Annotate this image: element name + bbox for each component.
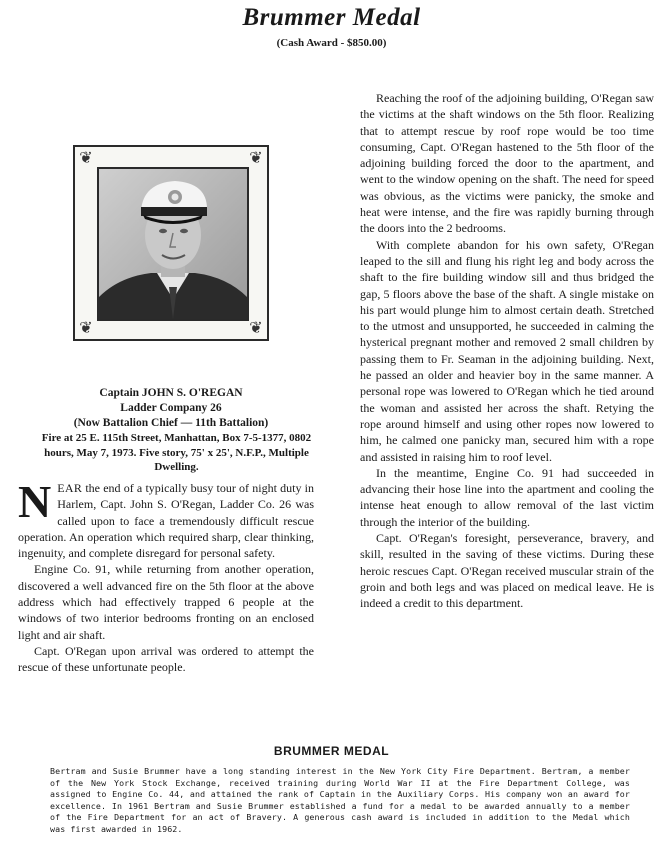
frame-ornament-icon: ❦ — [79, 148, 93, 167]
portrait-frame — [73, 145, 269, 341]
honoree-name: Captain JOHN S. O'REGAN — [99, 387, 243, 399]
right-column — [360, 90, 654, 612]
frame-ornament-icon: ❦ — [249, 148, 263, 167]
footer-title: BRUMMER MEDAL — [273, 744, 390, 758]
left-column — [18, 476, 314, 676]
paragraph: Engine Co. 91, while returning from another operation, discovered a well advanced fire on the 5th floor at the above address which had effectively trapped 6 people at the windows of two interior bedrooms fronting on an enclosed light and air shaft. — [18, 562, 314, 642]
fire-details: Fire at 25 E. 115th Street, Manhattan, Box 7-5-1377, 0802 hours, May 7, 1973. Five story, 75' x 25', N.F.P., Multiple Dwelling. — [41, 432, 312, 473]
paragraph: Capt. O'Regan's foresight, perseverance, bravery, and skill, resulted in the saving of these victims. During these heroic rescues Capt. O'Regan received muscular strain of the groin and both legs and was placed on medical leave. He is indeed a credit to this department. — [360, 531, 654, 611]
paragraph: In the meantime, Engine Co. 91 had succeeded in advancing their hose line into the apartment and cooling the intense heat enough to allow removal of the last victim through the interior of the building. — [360, 465, 654, 529]
portrait-photo — [97, 167, 249, 321]
paragraph: Capt. O'Regan upon arrival was ordered to attempt the rescue of these unfortunate people. — [18, 643, 314, 675]
frame-ornament-icon: ❦ — [249, 318, 263, 337]
honoree-company: Ladder Company 26 — [120, 402, 222, 414]
paragraph: With complete abandon for his own safety, O'Regan leaped to the sill and flung his right leg and body across the shaft to the fire building window sill and thus bridged the gap, 5 floors above the base of the shaft. A single mistake on his part would plunge him to almost certain death. Stretched to the utmost and unsupported, he succeeded in calming the hysterical pregnant mother and removed 2 small children by passing them to Fr. Seaman in the adjoining building. Next, he passed an older and heavier boy in the same manner. A personal rope was lowered to O'Regan which he tied around the woman and assisted her across the shaft. Retying the rope around himself and using other ropes now lowered to him, he calmed one panicky man, secured him with a rope and assisted in raising him to roof level. — [360, 237, 654, 464]
paragraph — [18, 476, 314, 561]
portrait-caption — [40, 386, 302, 431]
frame-ornament-icon: ❦ — [79, 318, 93, 337]
page-subtitle: (Cash Award - $850.00) — [276, 37, 387, 49]
paragraph-text: the end of a typically busy tour of night duty in Harlem, Capt. John S. O'Regan, Ladder Co. 26 was called upon to face a tremendously difficult rescue operation. An operation which required sharp, clear thinking, ingenuity, and complete disregard for personal safety. — [18, 481, 314, 561]
footer-text: Bertram and Susie Brummer have a long standing interest in the New York City Fire Department. Bertram, a member of the New York Stock Exchange, received training during World War II at the Fire Department College, was assigned to Engine Co. 44, and attained the rank of Captain in the Auxiliary Corps. His company won an award for excellence. In 1961 Bertram and Susie Brummer established a fund for a medal to be awarded annually to a member of the Fire Department for an act of Bravery. A generous cash award is included in addition to the Medal which was first awarded in 1962. — [50, 766, 630, 834]
honoree-rank: (Now Battalion Chief — 11th Battalion) — [73, 417, 269, 429]
lead-word: EAR — [57, 481, 83, 495]
drop-cap: N — [18, 476, 52, 527]
paragraph: Reaching the roof of the adjoining building, O'Regan saw the victims at the shaft windows on the 5th floor. Realizing that to attempt rescue by roof rope would be too time consuming, Capt. O'Regan hastened to the 5th floor of the adjoining building forced the door to the apartment, and went to the window opening on the shaft. The need for speed was obvious, as the victims were panicky, the smoke and heat were intense, and the fire was rapidly burning through the doors into the 2 bedrooms. — [360, 91, 654, 236]
firefighter-portrait-image — [99, 169, 247, 319]
page-title: Brummer Medal — [242, 4, 421, 31]
